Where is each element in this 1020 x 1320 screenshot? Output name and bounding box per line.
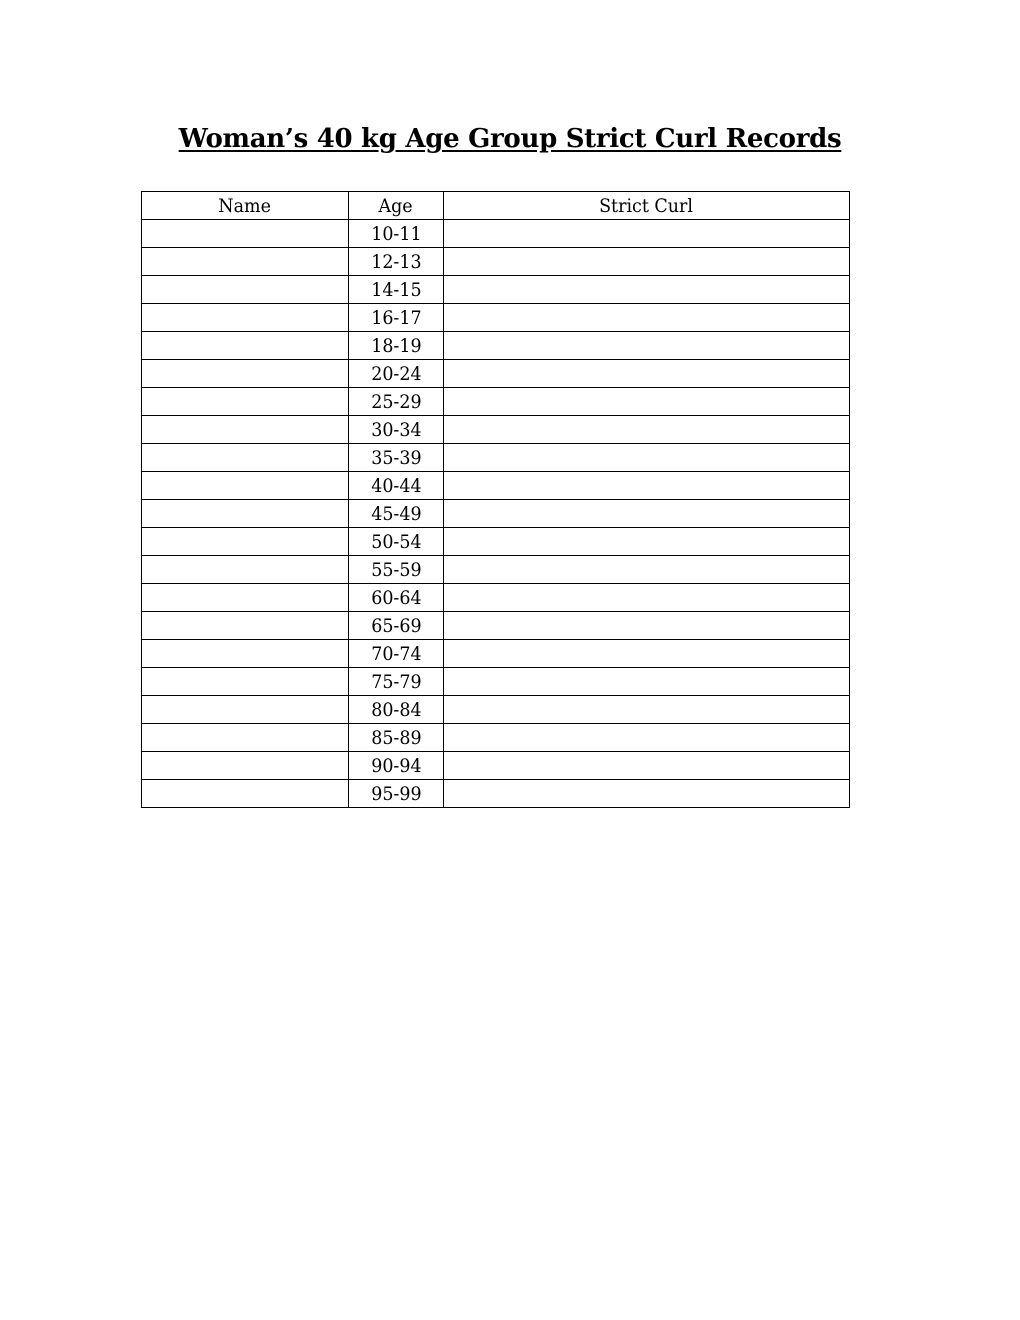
table-row [142, 416, 850, 444]
strict-curl-cell [444, 780, 850, 808]
name-cell [142, 416, 349, 444]
table-row [142, 248, 850, 276]
name-cell [142, 360, 349, 388]
age-cell: 35-39 [349, 444, 444, 472]
age-cell: 70-74 [349, 640, 444, 668]
age-cell: 45-49 [349, 500, 444, 528]
age-cell: 85-89 [349, 724, 444, 752]
strict-curl-cell [444, 416, 850, 444]
table-row [142, 332, 850, 360]
age-cell: 75-79 [349, 668, 444, 696]
name-cell [142, 500, 349, 528]
strict-curl-cell [444, 472, 850, 500]
age-cell: 60-64 [349, 584, 444, 612]
column-header-name: Name [142, 192, 349, 220]
name-cell [142, 668, 349, 696]
strict-curl-cell [444, 332, 850, 360]
age-cell: 14-15 [349, 276, 444, 304]
table-row [142, 500, 850, 528]
name-cell [142, 248, 349, 276]
age-cell: 12-13 [349, 248, 444, 276]
name-cell [142, 528, 349, 556]
column-header-strict-curl: Strict Curl [444, 192, 850, 220]
name-cell [142, 752, 349, 780]
table-row [142, 304, 850, 332]
name-cell [142, 724, 349, 752]
name-cell [142, 640, 349, 668]
age-cell: 95-99 [349, 780, 444, 808]
name-cell [142, 332, 349, 360]
strict-curl-cell [444, 668, 850, 696]
page-title: Woman’s 40 kg Age Group Strict Curl Records [178, 124, 842, 154]
table-row [142, 724, 850, 752]
age-cell: 80-84 [349, 696, 444, 724]
strict-curl-cell [444, 304, 850, 332]
age-cell: 30-34 [349, 416, 444, 444]
strict-curl-cell [444, 444, 850, 472]
table-row [142, 584, 850, 612]
table-row [142, 388, 850, 416]
table-row [142, 556, 850, 584]
age-cell: 50-54 [349, 528, 444, 556]
age-cell: 25-29 [349, 388, 444, 416]
name-cell [142, 472, 349, 500]
table-header-row [142, 192, 850, 220]
table-row [142, 696, 850, 724]
name-cell [142, 220, 349, 248]
table-row [142, 276, 850, 304]
strict-curl-cell [444, 696, 850, 724]
strict-curl-cell [444, 276, 850, 304]
table-row [142, 444, 850, 472]
strict-curl-cell [444, 752, 850, 780]
table-row [142, 752, 850, 780]
age-cell: 20-24 [349, 360, 444, 388]
column-header-age: Age [349, 192, 444, 220]
table-row [142, 472, 850, 500]
strict-curl-cell [444, 612, 850, 640]
age-cell: 40-44 [349, 472, 444, 500]
age-cell: 10-11 [349, 220, 444, 248]
table-row [142, 640, 850, 668]
strict-curl-cell [444, 724, 850, 752]
table-row [142, 220, 850, 248]
age-cell: 16-17 [349, 304, 444, 332]
age-cell: 65-69 [349, 612, 444, 640]
name-cell [142, 444, 349, 472]
table-row [142, 780, 850, 808]
strict-curl-cell [444, 248, 850, 276]
strict-curl-cell [444, 556, 850, 584]
strict-curl-cell [444, 528, 850, 556]
strict-curl-cell [444, 500, 850, 528]
age-cell: 55-59 [349, 556, 444, 584]
strict-curl-cell [444, 640, 850, 668]
name-cell [142, 696, 349, 724]
name-cell [142, 276, 349, 304]
table-row [142, 668, 850, 696]
strict-curl-cell [444, 584, 850, 612]
age-cell: 90-94 [349, 752, 444, 780]
name-cell [142, 780, 349, 808]
name-cell [142, 612, 349, 640]
table-row [142, 360, 850, 388]
strict-curl-cell [444, 388, 850, 416]
strict-curl-cell [444, 360, 850, 388]
age-cell: 18-19 [349, 332, 444, 360]
table-row [142, 612, 850, 640]
records-table-body [142, 220, 850, 808]
name-cell [142, 304, 349, 332]
name-cell [142, 388, 349, 416]
table-row [142, 528, 850, 556]
records-table [141, 191, 850, 808]
name-cell [142, 556, 349, 584]
name-cell [142, 584, 349, 612]
strict-curl-cell [444, 220, 850, 248]
